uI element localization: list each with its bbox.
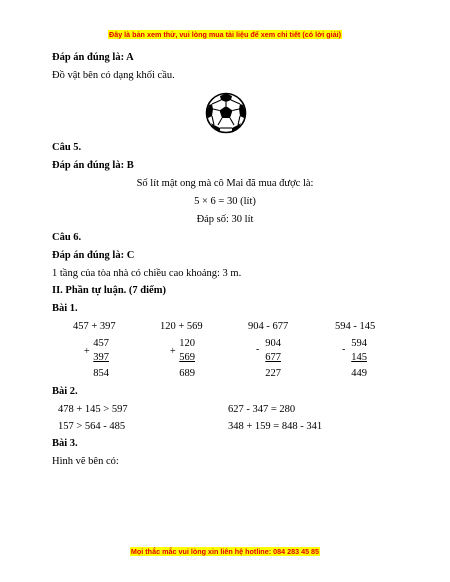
calc4-operator: - — [342, 344, 346, 355]
bai3-heading: Bài 3. — [52, 438, 78, 449]
calc3-operand-a: 904 — [265, 338, 281, 349]
calc3-operator: - — [256, 344, 260, 355]
q5-solution-line3: Đáp số: 30 lít — [196, 214, 254, 225]
bai2-heading: Bài 2. — [52, 386, 78, 397]
q5-heading: Câu 5. — [52, 142, 82, 153]
calc4-operand-b: 145 — [351, 352, 367, 363]
bai1-expression-1: 457 + 397 — [73, 321, 116, 332]
calc1-operand-a: 457 — [93, 338, 109, 349]
bai1-expression-2: 120 + 569 — [160, 321, 203, 332]
q5-solution-line1: Số lít mật ong mà cô Mai đã mua được là: — [136, 178, 314, 189]
bai2-left-2: 157 > 564 - 485 — [58, 421, 126, 432]
q5-answer: Đáp án đúng là: B — [52, 160, 134, 171]
bai1-expression-4: 594 - 145 — [335, 321, 376, 332]
calc2-result: 689 — [179, 368, 195, 379]
bai1-expression-3: 904 - 677 — [248, 321, 289, 332]
q5-solution-line2: 5 × 6 = 30 (lít) — [194, 196, 256, 207]
q6-heading: Câu 6. — [52, 232, 82, 243]
q4-explanation: Đồ vật bên có dạng khối cầu. — [52, 70, 175, 81]
calc4-result: 449 — [351, 368, 367, 379]
calc1-operator: + — [84, 346, 90, 357]
calc1-operand-b: 397 — [93, 352, 109, 363]
hotline-banner-text: Mọi thắc mắc vui lòng xin liên hệ hotline: 084 283 45 85 — [130, 547, 320, 556]
calc1-result: 854 — [93, 368, 109, 379]
preview-banner — [0, 30, 450, 39]
bai3-explanation: Hình vẽ bên có: — [52, 456, 119, 467]
q4-answer: Đáp án đúng là: A — [52, 52, 134, 63]
bai2-right-1: 627 - 347 = 280 — [228, 404, 296, 415]
calc2-operand-a: 120 — [179, 338, 195, 349]
bai2-left-1: 478 + 145 > 597 — [58, 404, 128, 415]
bai1-heading: Bài 1. — [52, 303, 78, 314]
q6-answer: Đáp án đúng là: C — [52, 250, 135, 261]
calc2-operator: + — [170, 346, 176, 357]
preview-banner-text: Đây là bản xem thử, vui lòng mua tài liệu để xem chi tiết (có lời giải) — [109, 30, 341, 39]
calc3-operand-b: 677 — [265, 352, 281, 363]
calc2-operand-b: 569 — [179, 352, 195, 363]
q6-explanation: 1 tầng của tòa nhà có chiều cao khoảng: 3 m. — [52, 268, 242, 279]
bai2-right-2: 348 + 159 = 848 - 341 — [228, 421, 323, 432]
calc4-operand-a: 594 — [351, 338, 367, 349]
soccer-ball-icon — [205, 92, 247, 134]
part2-heading: II. Phần tự luận. (7 điểm) — [52, 285, 166, 296]
hotline-banner — [0, 547, 450, 556]
calc3-result: 227 — [265, 368, 281, 379]
